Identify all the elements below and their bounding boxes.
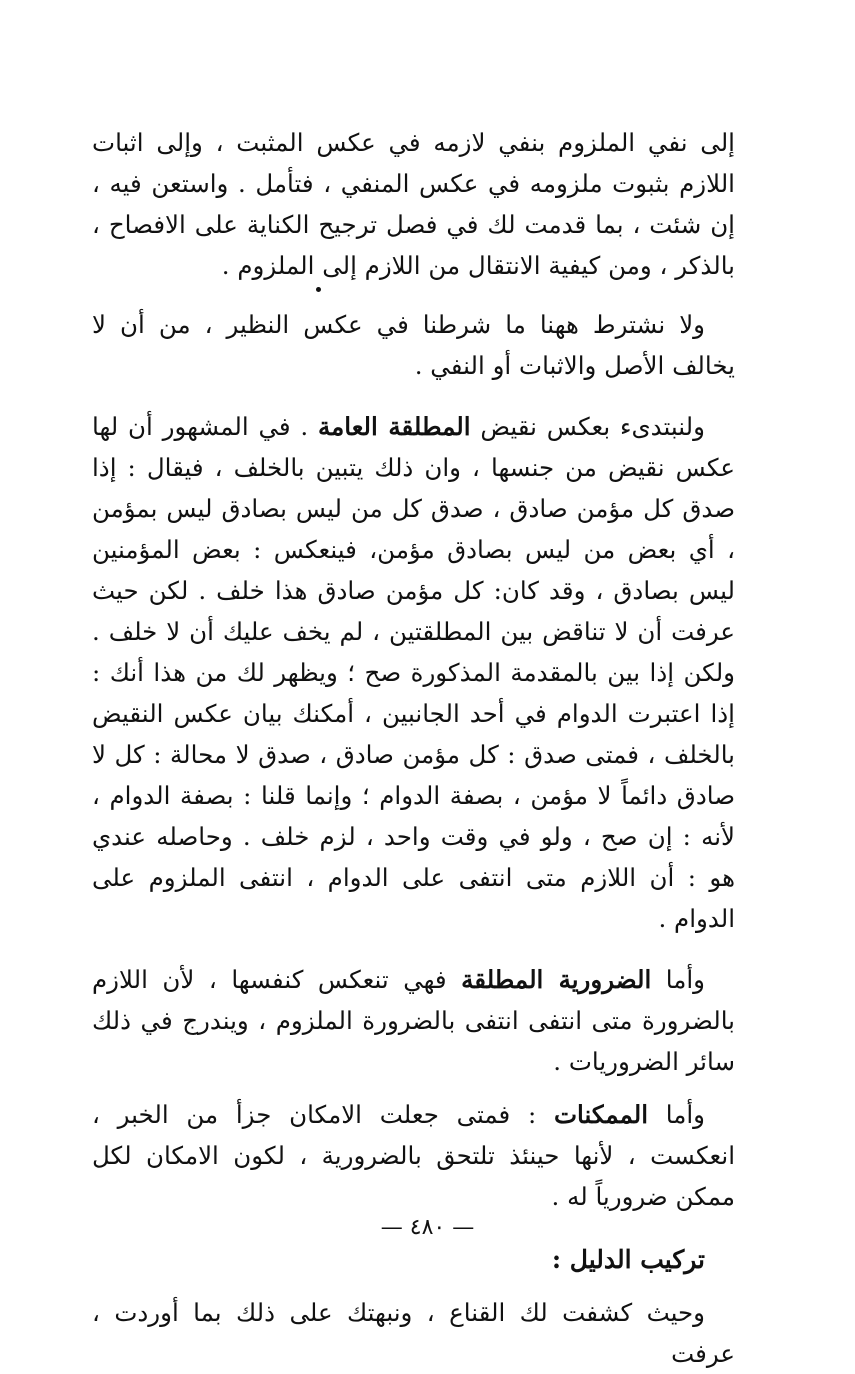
page-body bbox=[92, 122, 735, 1374]
paragraph-1: إلى نفي الملزوم بنفي لازمه في عكس المثبت ، وإلى اثبات اللازم بثبوت ملزومه في عكس المنفي ، فتأمل . واستعن فيه ، إن شئت ، بما قدمت لك في فصل ترجيح الكناية على الافصاح ، بالذكر ، ومن كيفية الانتقال من اللازم إلى الملزوم . bbox=[92, 128, 735, 280]
section-heading: تركيب الدليل : bbox=[551, 1245, 705, 1274]
paragraph-5-intro: وأما bbox=[648, 1100, 706, 1129]
term-possibles: الممكنات bbox=[553, 1100, 649, 1129]
term-general-absolute: المطلقة العامة bbox=[318, 412, 471, 441]
paragraph-3 bbox=[92, 406, 735, 939]
paragraph-5-body: : فمتى جعلت الامكان جزأ من الخبر ، انعكست ، لأنها حينئذ تلتحق بالضرورية ، لكون الامكان لكل ممكن ضرورياً له . bbox=[92, 1100, 735, 1211]
paragraph-4 bbox=[92, 959, 735, 1082]
paragraph-5 bbox=[92, 1094, 735, 1217]
paragraph-4-body: فهي تنعكس كنفسها ، لأن اللازم بالضرورة متى انتفى انتفى بالضرورة الملزوم ، ويندرج في ذلك سائر الضروريات . bbox=[92, 965, 735, 1076]
term-absolute-necessary: الضرورية المطلقة bbox=[461, 965, 652, 994]
paragraph-3-body: . في المشهور أن لها عكس نقيض من جنسها ، وان ذلك يتبين بالخلف ، فيقال : إذا صدق كل مؤمن صادق ، صدق كل من ليس بصادق ليس بمؤمن ، أي بعض من ليس بصادق مؤمن، فينعكس : بعض المؤمنين ليس بصادق ، وقد كان: كل مؤمن صادق هذا خلف . لكن حيث عرفت أن لا تناقض بين المطلقتين ، لم يخف عليك أن لا خلف . ولكن إذا بين بالمقدمة المذكورة صح ؛ ويظهر لك من هذا أنك : إذا اعتبرت الدوام في أحد الجانبين ، أمكنك بيان عكس النقيض بالخلف ، فمتى صدق : كل مؤمن صادق ، صدق لا محالة : كل لا صادق دائماً لا مؤمن ، بصفة الدوام ؛ وإنما قلنا : بصفة الدوام ، لأنه : إن صح ، ولو في وقت واحد ، لزم خلف . وحاصله عندي هو : أن اللازم متى انتفى على الدوام ، انتفى الملزوم على الدوام . bbox=[92, 412, 735, 933]
paragraph-4-intro: وأما bbox=[651, 965, 706, 994]
paragraph-2: ولا نشترط ههنا ما شرطنا في عكس النظير ، من أن لا يخالف الأصل والاثبات أو النفي . bbox=[92, 310, 735, 380]
paragraph-3-intro: ولنبتدىء بعكس نقيض bbox=[470, 412, 705, 441]
page-number: — ٤٨٠ — bbox=[380, 1215, 475, 1240]
paragraph-6: وحيث كشفت لك القناع ، ونبهتك على ذلك بما أوردت ، عرفت bbox=[92, 1298, 735, 1368]
